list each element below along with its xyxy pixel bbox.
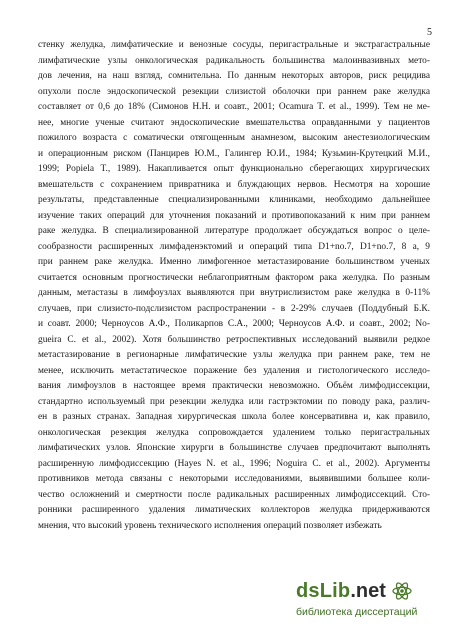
text-line: лимфатических узлов. Японские хирурги в большинстве случаев предпочитают выполнять: [38, 443, 430, 453]
text-line: составляет от 0,6 до 18% (Симонов Н.Н. и соавт., 2001; Ocamura T. et al., 1999). Тем не ме-: [38, 102, 430, 112]
text-line: результаты, представленные специализированными клиниками, необходимо дальнейшее: [38, 195, 430, 205]
text-line: стандартно используемый при резекции желудка или гастрэктомии по поводу рака, различ-: [38, 396, 430, 407]
text-line: gueira C. et al., 2002). Хотя большинство ретроспективных исследований выявили редкое: [38, 334, 430, 345]
text-line: и соавт. 2000; Черноусов А.Ф., Поликарпов С.А., 2000; Черноусов А.Ф. и соавт., 2002; No-: [38, 319, 430, 329]
text-line: нее, многие ученые считают эндоскопические вмешательства оправданными у пациентов: [38, 117, 430, 128]
text-line: онкологическая резекция желудка сопровождается удалением только перигастральных: [38, 427, 430, 438]
text-line: мнения, что высокий уровень технического исполнения операций позволяет избежать: [38, 520, 382, 531]
text-line: считается основным прогностически неблагоприятным фактором рака желудка. По разным: [38, 272, 430, 283]
page-number: 5: [427, 27, 432, 38]
text-line: раке желудка. В специализированной литературе продолжает обсуждаться вопрос о целе-: [38, 226, 430, 236]
text-line: ронники расширенного удаления лиматических коллекторов желудка придерживаются: [38, 505, 430, 515]
watermark: [296, 578, 446, 624]
text-line: вмешательств с сохранением привратника и блуждающих нервов. Несмотря на хорошие: [38, 179, 430, 190]
text-line: противников метода связаны с некоторыми исследованиями, выявившими большее коли-: [38, 474, 430, 484]
body-text: [38, 38, 430, 534]
text-line: данным, метастазы в лимфоузлах выявляются при внутрислизистом раке желудка в 0-11%: [38, 288, 430, 298]
text-line: метастазирование в регионарные лимфатические узлы желудка при раннем раке, тем не: [38, 350, 430, 360]
text-line: стенку желудка, лимфатические и венозные сосуды, перигастральные и экстрагастральные: [38, 40, 430, 50]
atom-icon: [391, 580, 413, 602]
text-line: ен в разных странах. Западная хирургическая школа более консервативна и, как правило,: [38, 412, 430, 422]
watermark-caption: библиотека диссертаций: [296, 606, 418, 618]
text-line: вания лимфоузлов в настоящее время практически невозможно. Объём лимфодиссекции,: [38, 381, 430, 391]
text-line: чество осложнений и смертности после радикальных расширенных лимфодиссекций. Сто-: [38, 489, 430, 500]
text-line: сообразности расширенных лимфаденэктомий и операций типа D1+no.7, D1+no.7, 8 а, 9: [38, 241, 430, 252]
text-line: опухоли после эндоскопической резекции слизистой оболочки при раннем раке желудка: [38, 86, 430, 97]
text-line: изучение таких операций для уточнения показаний и противопоказаний к ним при раннем: [38, 210, 430, 221]
text-line: и операционным риском (Панцирев Ю.М., Галингер Ю.И., 1984; Кузьмин-Крутецкий М.И.,: [38, 148, 430, 159]
watermark-name: dsLib: [296, 579, 351, 602]
watermark-logo: [296, 578, 446, 604]
text-line: при раннем раке желудка. Именно лимфогенное метастазирование большинством ученых: [38, 257, 430, 267]
text-line: лимфатические узлы онкологическая радикальность большинства малоинвазивных мето-: [38, 55, 430, 66]
text-line: менее, исключить метастатическое поражение без удаления и гистологического исследо-: [38, 365, 430, 376]
text-line: 1999; Popiela T., 1989). Накапливается опыт функционально сберегающих хирургических: [38, 164, 430, 174]
text-line: дов лечения, на наш взгляд, сомнительна. По данным некоторых авторов, риск рецидива: [38, 71, 430, 81]
text-line: случаев, при слизисто-подслизистом распространении - в 2-29% случаев (Поддубный Б.К.: [38, 303, 430, 314]
watermark-tld: .net: [350, 579, 386, 602]
text-line: расширенную лимфодиссекцию (Hayes N. et al., 1996; Noguira C. et al., 2002). Аргументы: [38, 458, 430, 469]
text-line: пожилого возраста с соматически отягощенным анамнезом, высоким анестезиологическим: [38, 133, 430, 143]
